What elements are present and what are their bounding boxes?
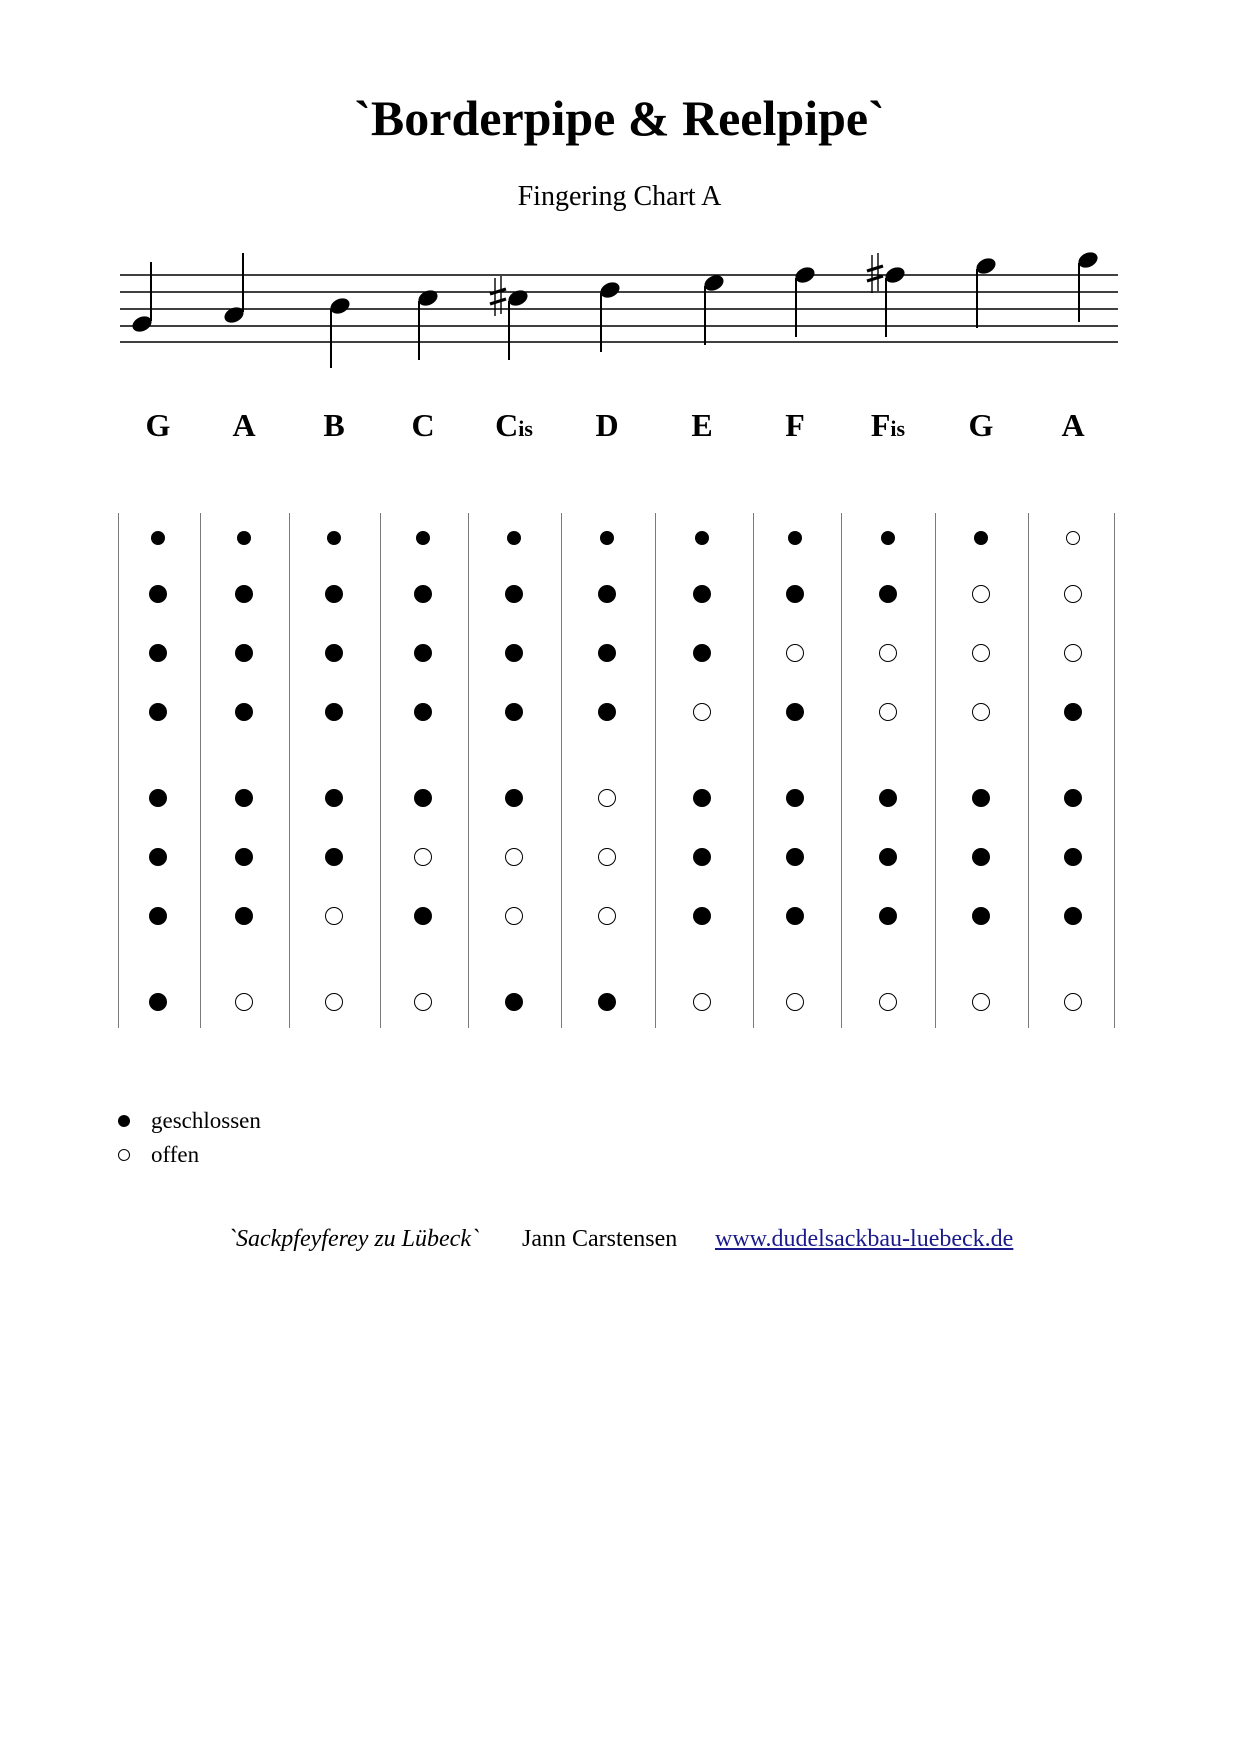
- closed-hole-icon: [788, 531, 802, 545]
- note-letter: G: [968, 407, 994, 443]
- closed-hole-icon: [325, 703, 343, 721]
- closed-hole-icon: [505, 703, 523, 721]
- footer: [0, 1222, 1239, 1256]
- note-name: [118, 405, 198, 445]
- closed-hole-icon: [598, 993, 616, 1011]
- open-hole-icon: [693, 703, 711, 721]
- open-hole-icon: [879, 644, 897, 662]
- closed-hole-icon: [598, 644, 616, 662]
- closed-hole-icon: [414, 907, 432, 925]
- staff-note: [222, 253, 246, 326]
- footer-author: Jann Carstensen: [522, 1226, 678, 1252]
- closed-hole-icon: [505, 644, 523, 662]
- closed-hole-icon: [879, 907, 897, 925]
- closed-hole-icon: [149, 585, 167, 603]
- open-hole-icon: [325, 907, 343, 925]
- open-hole-icon: [786, 644, 804, 662]
- open-hole-icon: [598, 848, 616, 866]
- open-hole-icon: [879, 703, 897, 721]
- column-divider: [289, 513, 290, 1028]
- closed-hole-icon: [1064, 703, 1082, 721]
- note-suffix: is: [518, 416, 533, 441]
- closed-hole-icon: [505, 789, 523, 807]
- closed-hole-icon: [235, 703, 253, 721]
- closed-hole-icon: [598, 703, 616, 721]
- column-divider: [1114, 513, 1115, 1028]
- note-letter: F: [870, 407, 891, 443]
- footer-organization: `Sackpfeyferey zu Lübeck`: [228, 1226, 479, 1252]
- closed-hole-icon: [237, 531, 251, 545]
- open-hole-icon: [414, 993, 432, 1011]
- open-hole-icon: [505, 907, 523, 925]
- staff-note: [867, 253, 907, 337]
- closed-hole-icon: [972, 789, 990, 807]
- open-hole-icon: [1064, 585, 1082, 603]
- note-name: [941, 405, 1021, 445]
- closed-hole-icon: [235, 907, 253, 925]
- page-title: `Borderpipe & Reelpipe`: [354, 90, 885, 146]
- closed-hole-icon: [235, 585, 253, 603]
- closed-hole-icon: [972, 907, 990, 925]
- open-hole-icon: [972, 703, 990, 721]
- closed-hole-icon: [149, 703, 167, 721]
- column-divider: [468, 513, 469, 1028]
- closed-hole-icon: [505, 585, 523, 603]
- closed-hole-icon: [416, 531, 430, 545]
- closed-hole-icon: [327, 531, 341, 545]
- closed-hole-icon: [695, 531, 709, 545]
- closed-hole-icon: [974, 531, 988, 545]
- note-letter: A: [1061, 407, 1085, 443]
- closed-hole-icon: [600, 531, 614, 545]
- closed-hole-icon: [786, 789, 804, 807]
- note-name: [474, 405, 554, 449]
- column-divider: [753, 513, 754, 1028]
- music-staff: [0, 240, 1239, 380]
- closed-hole-icon: [149, 993, 167, 1011]
- open-hole-icon: [693, 993, 711, 1011]
- open-hole-icon: [1064, 644, 1082, 662]
- column-divider: [200, 513, 201, 1028]
- column-divider: [118, 513, 119, 1028]
- open-hole-icon: [1066, 531, 1080, 545]
- closed-hole-icon: [972, 848, 990, 866]
- closed-hole-icon: [879, 585, 897, 603]
- note-letter: C: [495, 407, 519, 443]
- closed-hole-icon: [325, 644, 343, 662]
- column-divider: [841, 513, 842, 1028]
- closed-hole-icon: [786, 585, 804, 603]
- note-suffix: is: [890, 416, 906, 441]
- staff-note: [328, 295, 352, 368]
- staff-note: [598, 279, 622, 352]
- open-hole-icon: [598, 789, 616, 807]
- legend-closed-label: geschlossen: [151, 1108, 261, 1133]
- closed-hole-icon: [1064, 848, 1082, 866]
- note-name: [567, 405, 647, 445]
- note-letter: E: [691, 407, 713, 443]
- note-name: [383, 405, 463, 445]
- note-letter: B: [323, 407, 345, 443]
- staff-note: [490, 276, 530, 360]
- note-letter: G: [145, 407, 171, 443]
- legend-open-label: offen: [151, 1142, 200, 1167]
- open-hole-icon: [505, 848, 523, 866]
- closed-hole-icon: [235, 644, 253, 662]
- sharp-icon: [490, 276, 506, 316]
- closed-hole-icon: [325, 789, 343, 807]
- closed-hole-icon: [151, 531, 165, 545]
- closed-hole-icon: [693, 585, 711, 603]
- open-hole-icon: [879, 993, 897, 1011]
- closed-hole-icon: [879, 789, 897, 807]
- column-divider: [935, 513, 936, 1028]
- staff-note: [130, 262, 154, 335]
- closed-hole-icon: [149, 789, 167, 807]
- closed-hole-icon: [414, 644, 432, 662]
- open-hole-icon: [235, 993, 253, 1011]
- page-subtitle: Fingering Chart A: [517, 181, 722, 212]
- column-divider: [655, 513, 656, 1028]
- closed-hole-icon: [786, 907, 804, 925]
- note-name: [848, 405, 928, 449]
- closed-hole-icon: [118, 1115, 130, 1127]
- closed-hole-icon: [414, 789, 432, 807]
- closed-hole-icon: [598, 585, 616, 603]
- open-hole-icon: [972, 993, 990, 1011]
- closed-hole-icon: [235, 848, 253, 866]
- staff-note: [416, 287, 440, 360]
- closed-hole-icon: [693, 907, 711, 925]
- column-divider: [1028, 513, 1029, 1028]
- closed-hole-icon: [786, 848, 804, 866]
- note-name: [204, 405, 284, 445]
- closed-hole-icon: [879, 848, 897, 866]
- note-name: [1033, 405, 1113, 445]
- note-letter: A: [232, 407, 256, 443]
- closed-hole-icon: [235, 789, 253, 807]
- closed-hole-icon: [149, 644, 167, 662]
- closed-hole-icon: [325, 848, 343, 866]
- open-hole-icon: [414, 848, 432, 866]
- closed-hole-icon: [149, 848, 167, 866]
- closed-hole-icon: [693, 644, 711, 662]
- note-name: [294, 405, 374, 445]
- closed-hole-icon: [693, 848, 711, 866]
- sharp-icon: [867, 253, 883, 293]
- closed-hole-icon: [881, 531, 895, 545]
- closed-hole-icon: [414, 585, 432, 603]
- closed-hole-icon: [1064, 907, 1082, 925]
- open-hole-icon: [325, 993, 343, 1011]
- note-name: [662, 405, 742, 445]
- column-divider: [380, 513, 381, 1028]
- staff-note: [1076, 249, 1100, 322]
- column-divider: [561, 513, 562, 1028]
- closed-hole-icon: [325, 585, 343, 603]
- note-letter: D: [595, 407, 619, 443]
- closed-hole-icon: [507, 531, 521, 545]
- closed-hole-icon: [786, 703, 804, 721]
- closed-hole-icon: [414, 703, 432, 721]
- open-hole-icon: [972, 585, 990, 603]
- closed-hole-icon: [505, 993, 523, 1011]
- open-hole-icon: [786, 993, 804, 1011]
- open-hole-icon: [1064, 993, 1082, 1011]
- footer-website-link[interactable]: www.dudelsackbau-luebeck.de: [715, 1226, 1014, 1252]
- closed-hole-icon: [149, 907, 167, 925]
- note-letter: C: [411, 407, 435, 443]
- open-hole-icon: [598, 907, 616, 925]
- open-hole-icon: [972, 644, 990, 662]
- open-hole-icon: [118, 1149, 130, 1161]
- note-name: [755, 405, 835, 445]
- closed-hole-icon: [693, 789, 711, 807]
- closed-hole-icon: [1064, 789, 1082, 807]
- note-letter: F: [785, 407, 805, 443]
